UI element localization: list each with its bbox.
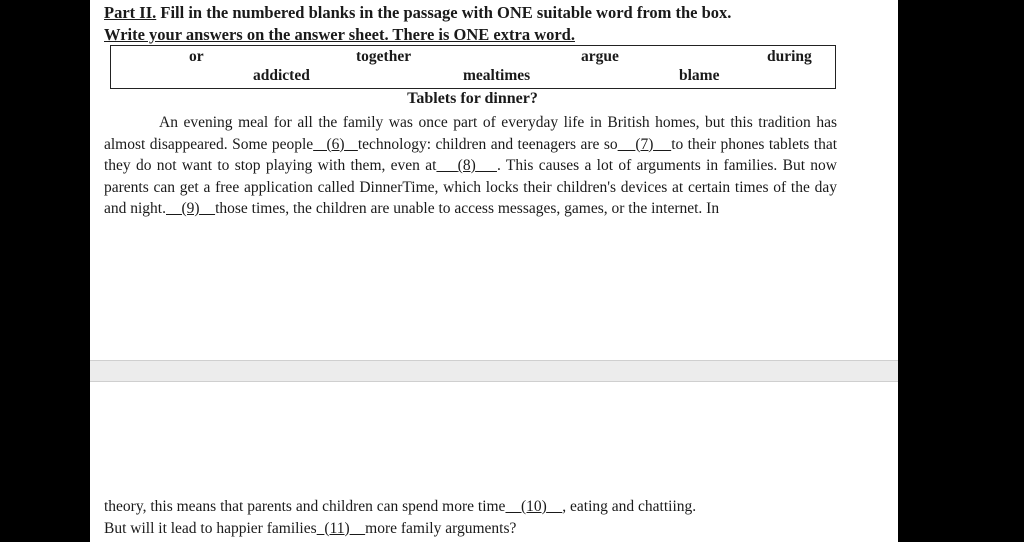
word-box-item: mealtimes [463,67,531,84]
blank-7: (7) [635,135,654,153]
part-label: Part II. [104,3,157,22]
blank-10: (10) [520,498,547,515]
passage-text: theory, this means that parents and children can spend more time [104,498,506,515]
word-box-item: addicted [253,67,310,84]
passage-text: . This causes a lot of arguments in families. But now parents can get a free application called DinnerTime, which locks their children's devices at certain times of the day and night. [104,157,837,217]
passage-text: But will it lead to happier families [104,519,317,537]
word-box-item: during [767,48,812,65]
blank-8: (8) [457,157,476,174]
passage-title: Tablets for dinner? [407,90,538,107]
word-box-item: or [189,48,204,65]
blank-9: (9) [181,200,200,217]
instruction-line-1: Fill in the numbered blanks in the passage with ONE suitable word from the box. [156,3,732,22]
passage-continued [104,496,844,539]
instructions [104,2,844,46]
passage-text: , eating and chattiing. [562,498,697,515]
passage-text: more family arguments? [365,519,517,537]
page-divider [90,360,898,382]
worksheet-upper [90,0,898,360]
passage-text: to their phones tablets that they do not want to stop playing with them, even at [104,135,838,174]
passage-text: those times, the children are unable to access messages, games, or the internet. In [215,200,720,217]
instruction-line-2: Write your answers on the answer sheet. There is ONE extra word. [104,25,575,44]
word-box-item: blame [679,67,720,84]
passage-body [104,112,837,220]
word-box-item: argue [581,48,619,65]
word-box-item: together [356,48,412,65]
blank-6: (6) [326,135,345,153]
document-page [90,0,898,542]
blank-11: (11) [324,519,350,537]
passage-text: An evening meal for all the family was once part of everyday life in British homes, but this tradition has almost disappeared. Some people [104,114,837,153]
passage-text: technology: children and teenagers are so [357,135,618,153]
word-box [110,45,836,89]
